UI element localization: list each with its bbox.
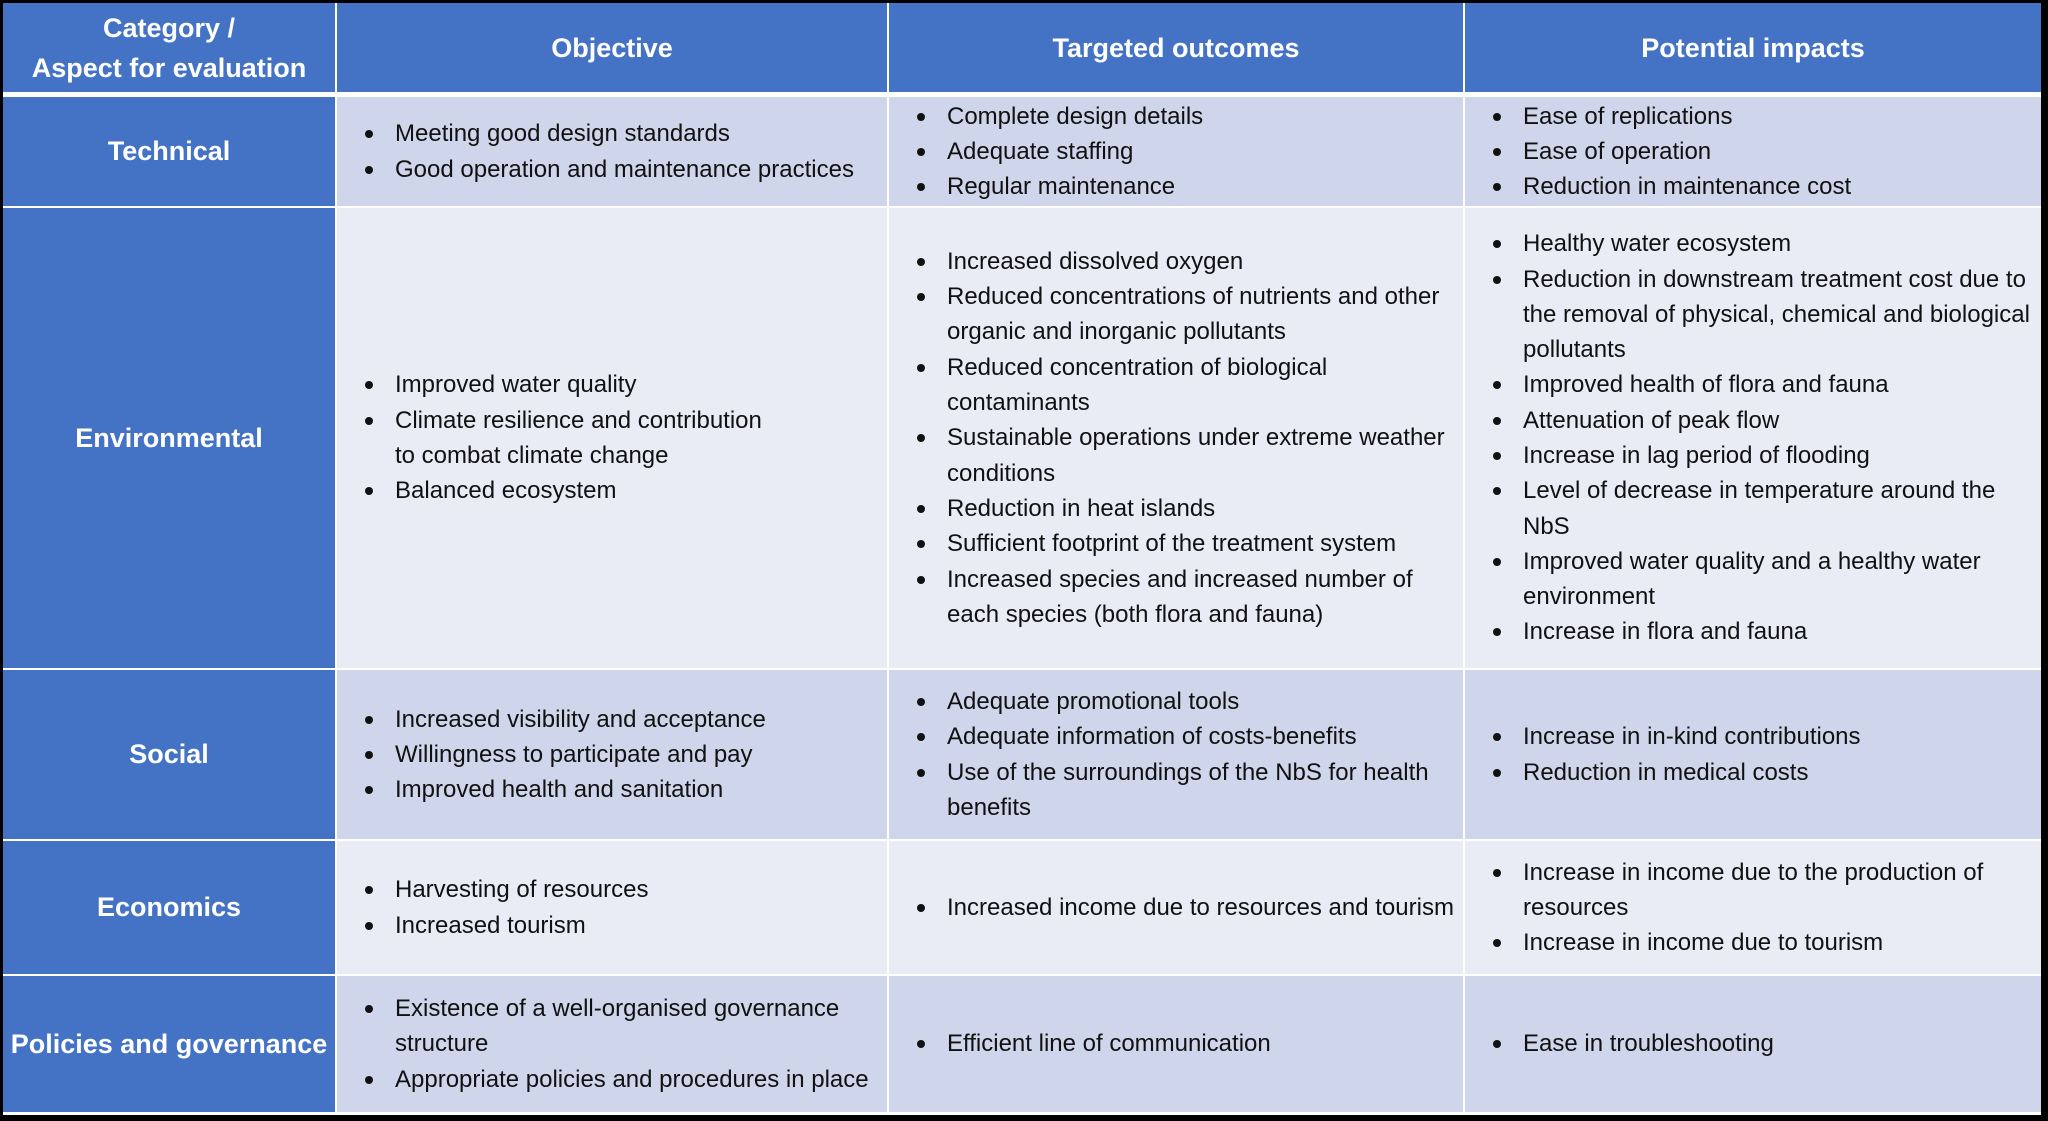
header-targeted-outcomes-label: Targeted outcomes	[1052, 32, 1300, 63]
list-item: Sufficient footprint of the treatment system	[915, 526, 1445, 561]
social-potential-impacts	[1465, 670, 2041, 839]
technical-targeted-outcomes	[889, 97, 1463, 206]
bullet-list	[1465, 719, 1879, 790]
header-objective-label: Objective	[551, 32, 673, 63]
bullet-list	[889, 99, 1221, 205]
bullet-list	[889, 244, 1463, 632]
list-item: Appropriate policies and procedures in place	[363, 1062, 883, 1097]
bullet-list	[337, 872, 666, 943]
policies-targeted-outcomes	[889, 976, 1463, 1112]
bullet-list	[1465, 855, 2041, 961]
list-item: Healthy water ecosystem	[1491, 226, 2035, 261]
list-item: Climate resilience and contribution to combat climate change	[363, 403, 767, 474]
header-potential-impacts	[1465, 3, 2041, 92]
bullet-list	[337, 702, 784, 808]
list-item: Existence of a well-organised governance structure	[363, 991, 883, 1062]
policies-potential-impacts	[1465, 976, 2041, 1112]
list-item: Increased visibility and acceptance	[363, 702, 766, 737]
list-item: Adequate information of costs-benefits	[915, 719, 1445, 754]
category-social	[3, 670, 335, 839]
environmental-objective	[337, 208, 887, 668]
list-item: Reduction in maintenance cost	[1491, 169, 1851, 204]
list-item: Improved water quality	[363, 367, 767, 402]
list-item: Use of the surroundings of the NbS for health benefits	[915, 755, 1445, 826]
social-targeted-outcomes	[889, 670, 1463, 839]
category-technical	[3, 97, 335, 206]
list-item: Increased species and increased number of each species (both flora and fauna)	[915, 562, 1445, 633]
list-item: Reduction in heat islands	[915, 491, 1445, 526]
list-item: Increase in lag period of flooding	[1491, 438, 2035, 473]
list-item: Improved water quality and a healthy water environment	[1491, 544, 2035, 615]
list-item: Regular maintenance	[915, 169, 1203, 204]
list-item: Ease of operation	[1491, 134, 1851, 169]
list-item: Increase in income due to tourism	[1491, 925, 2001, 960]
bullet-list	[1465, 226, 2041, 650]
header-targeted-outcomes	[889, 3, 1463, 92]
list-item: Improved health of flora and fauna	[1491, 367, 2035, 402]
policies-objective	[337, 976, 887, 1112]
list-item: Improved health and sanitation	[363, 772, 766, 807]
list-item: Adequate staffing	[915, 134, 1203, 169]
evaluation-table	[3, 3, 2041, 1115]
header-objective	[337, 3, 887, 92]
bullet-list	[337, 991, 887, 1097]
technical-objective	[337, 97, 887, 206]
list-item: Increase in in-kind contributions	[1491, 719, 1861, 754]
economics-potential-impacts	[1465, 841, 2041, 974]
environmental-potential-impacts	[1465, 208, 2041, 668]
bullet-list	[889, 684, 1463, 825]
list-item: Balanced ecosystem	[363, 473, 767, 508]
category-label: Technical	[107, 136, 231, 166]
economics-targeted-outcomes	[889, 841, 1463, 974]
list-item: Complete design details	[915, 99, 1203, 134]
list-item: Attenuation of peak flow	[1491, 403, 2035, 438]
environmental-targeted-outcomes	[889, 208, 1463, 668]
economics-objective	[337, 841, 887, 974]
header-potential-impacts-label: Potential impacts	[1641, 32, 1865, 63]
bullet-list	[1465, 99, 1869, 205]
header-category	[3, 3, 335, 92]
list-item: Ease in troubleshooting	[1491, 1026, 1774, 1061]
list-item: Meeting good design standards	[363, 116, 854, 151]
bullet-list	[889, 1026, 1289, 1061]
list-item: Level of decrease in temperature around the NbS	[1491, 473, 2035, 544]
bullet-list	[337, 367, 887, 508]
header-category-line2: Aspect for evaluation	[31, 52, 307, 83]
category-policies-and-governance	[3, 976, 335, 1112]
list-item: Increased tourism	[363, 908, 648, 943]
list-item: Increase in flora and fauna	[1491, 614, 2035, 649]
bullet-list	[889, 890, 1458, 925]
list-item: Increased income due to resources and tourism	[915, 890, 1454, 925]
list-item: Increased dissolved oxygen	[915, 244, 1445, 279]
list-item: Reduced concentrations of nutrients and other organic and inorganic pollutants	[915, 279, 1445, 350]
list-item: Ease of replications	[1491, 99, 1851, 134]
list-item: Harvesting of resources	[363, 872, 648, 907]
category-label: Economics	[96, 892, 242, 922]
category-label: Policies and governance	[10, 1028, 328, 1059]
list-item: Increase in income due to the production of resources	[1491, 855, 2001, 926]
category-label: Environmental	[75, 422, 263, 453]
category-label: Social	[129, 739, 209, 769]
list-item: Good operation and maintenance practices	[363, 152, 854, 187]
social-objective	[337, 670, 887, 839]
header-category-line1: Category /	[102, 12, 236, 43]
list-item: Reduction in downstream treatment cost due to the removal of physical, chemical and biological pollutants	[1491, 262, 2035, 368]
list-item: Reduction in medical costs	[1491, 755, 1861, 790]
category-economics	[3, 841, 335, 974]
category-environmental	[3, 208, 335, 668]
list-item: Adequate promotional tools	[915, 684, 1445, 719]
technical-potential-impacts	[1465, 97, 2041, 206]
list-item: Sustainable operations under extreme weather conditions	[915, 420, 1445, 491]
list-item: Efficient line of communication	[915, 1026, 1271, 1061]
bullet-list	[337, 116, 872, 187]
list-item: Reduced concentration of biological contaminants	[915, 350, 1445, 421]
list-item: Willingness to participate and pay	[363, 737, 766, 772]
bullet-list	[1465, 1026, 1792, 1061]
